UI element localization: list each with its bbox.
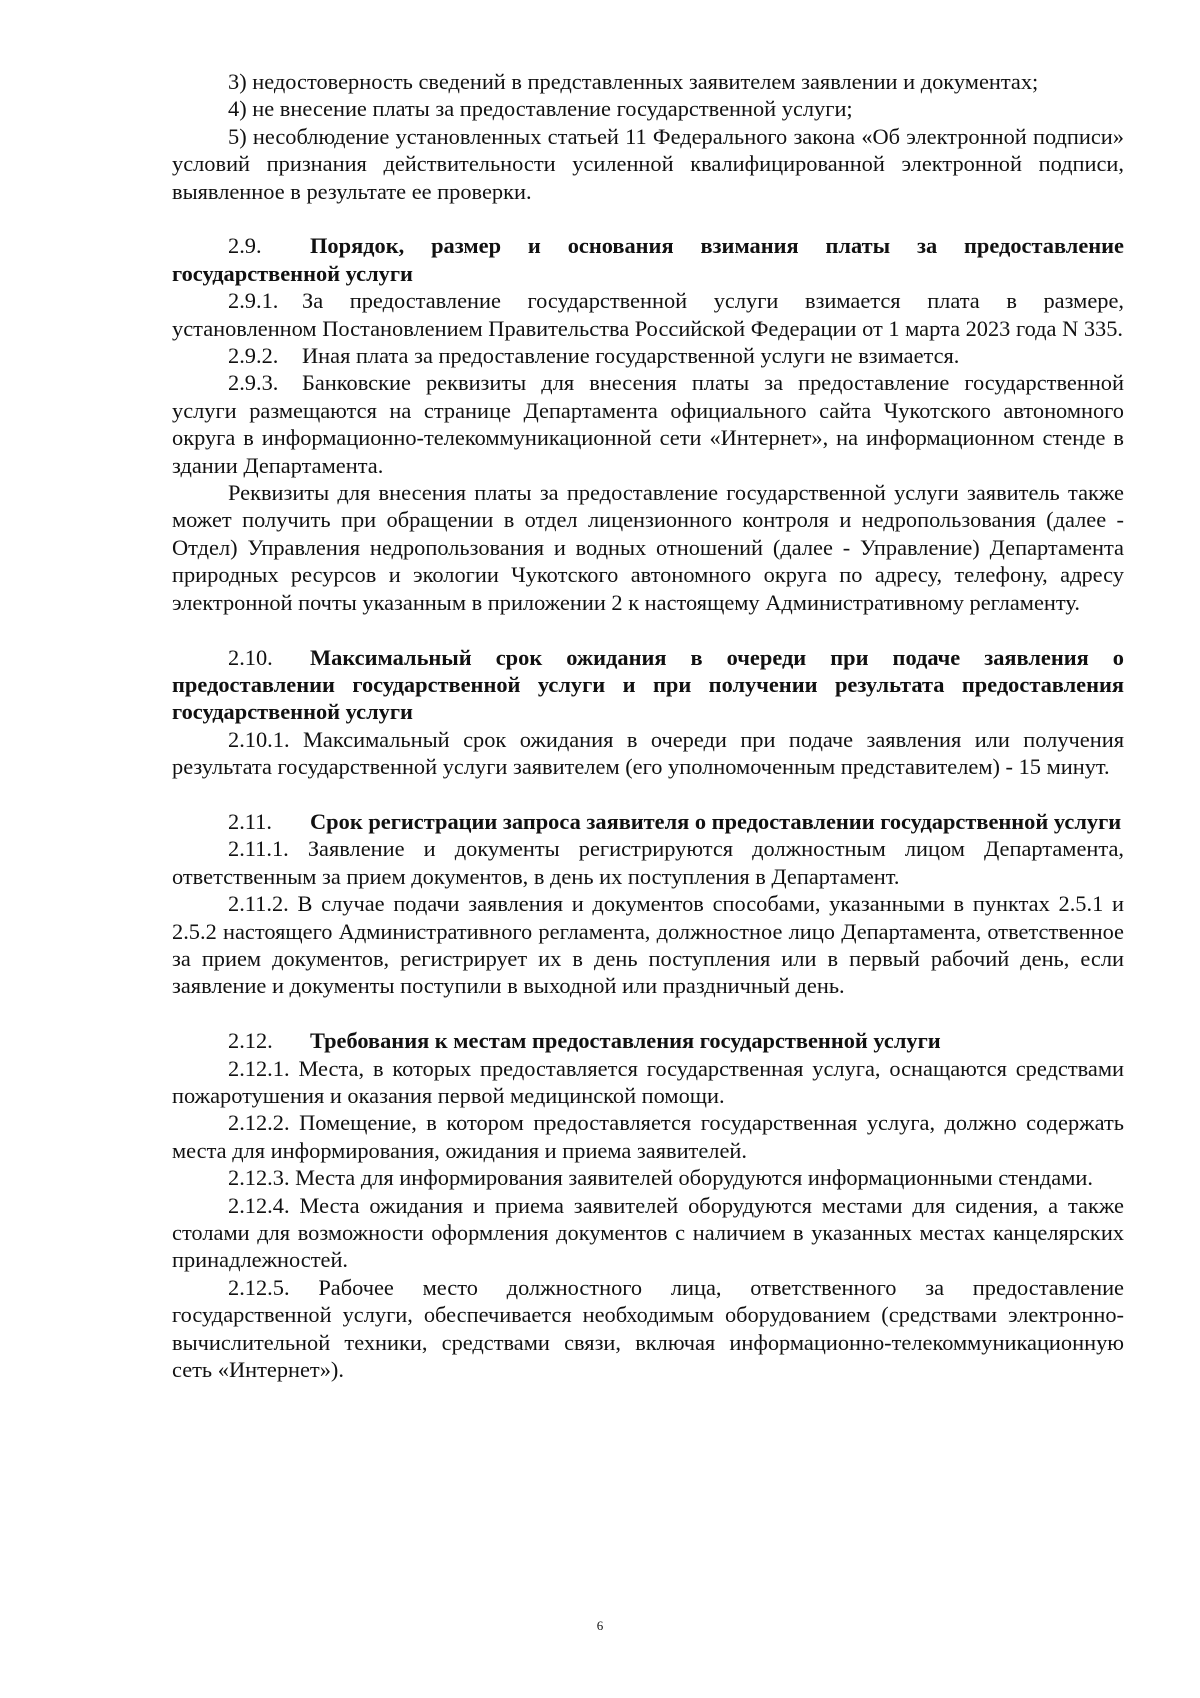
section-number: 2.12.	[228, 1028, 273, 1054]
section-number: 2.11.	[228, 808, 272, 834]
paragraph-text: Банковские реквизиты для внесения платы за предоставление государственной услуги размещаются на странице Департамента официального сайта Чукотского автономного округа в информационно-телекоммуникационной сети «Интернет», на информационном стенде в здании Департамента.	[172, 370, 1124, 478]
paragraph: 2.12.2. Помещение, в котором предоставляется государственная услуга, должно содержать места для информирования, ожидания и приема заявителей.	[172, 1110, 1124, 1163]
paragraph: 2.12.4. Места ожидания и приема заявителей оборудуются местами для сидения, а также столами для возможности оформления документов с наличием в указанных местах канцелярских принадлежностей.	[172, 1192, 1124, 1273]
list-item: 4) не внесение платы за предоставление государственной услуги;	[228, 96, 853, 122]
page-number: 6	[596, 1618, 604, 1633]
section-number: 2.9.	[228, 233, 262, 259]
paragraph: 2.11.2. В случае подачи заявления и документов способами, указанными в пунктах 2.5.1 и 2.5.2 настоящего Административного регламента, должностное лицо Департамента, ответственное за прием документов, регистрирует их в день поступления или в первый рабочий день, если заявление и документы поступили в выходной или праздничный день.	[172, 891, 1124, 999]
list-item: 3) недостоверность сведений в представленных заявителем заявлении и документах;	[228, 69, 1039, 94]
list-item: 5) несоблюдение установленных статьей 11 Федерального закона «Об электронной подписи» условий признания действительности усиленной квалифицированной электронной подписи, выявленное в результате ее проверки.	[172, 123, 1124, 204]
paragraph: 2.12.5. Рабочее место должностного лица, ответственного за предоставление государственной услуги, обеспечивается необходимым оборудованием (средствами электронно-вычислительной техники, средствами связи, включая информационно-телекоммуникационную сеть «Интернет»).	[172, 1274, 1124, 1383]
section-heading-2-10	[172, 644, 1124, 726]
spacer	[172, 1000, 1124, 1027]
paragraph	[172, 287, 1124, 342]
paragraph-number: 2.9.3.	[228, 370, 279, 396]
paragraph: Реквизиты для внесения платы за предоставление государственной услуги заявитель также может получить при обращении в отдел лицензионного контроля и недропользования (далее - Отдел) Управления недропользования и водных отношений (далее - Управление) Департамента природных ресурсов и экологии Чукотского автономного округа по адресу, телефону, адресу электронной почты указанным в приложении 2 к настоящему Административному регламенту.	[172, 480, 1124, 615]
spacer	[172, 616, 1124, 643]
paragraph	[172, 342, 1124, 369]
section-number: 2.10.	[228, 644, 273, 670]
section-heading-2-9	[172, 232, 1124, 287]
paragraph-text: За предоставление государственной услуги взимается плата в размере, установленном Постановлением Правительства Российской Федерации от 1 марта 2023 года N 335.	[172, 288, 1124, 341]
spacer	[172, 781, 1124, 808]
section-heading-2-11	[172, 808, 1124, 835]
section-title: Порядок, размер и основания взимания платы за предоставление государственной услуги	[172, 233, 1124, 286]
document-page	[172, 68, 1124, 1383]
paragraph: 2.12.3. Места для информирования заявителей оборудуются информационными стендами.	[228, 1165, 1093, 1191]
paragraph	[172, 369, 1124, 479]
paragraph: 2.12.1. Места, в которых предоставляется государственная услуга, оснащаются средствами пожаротушения и оказания первой медицинской помощи.	[172, 1055, 1124, 1108]
section-heading-2-12	[172, 1027, 1124, 1054]
paragraph: 2.11.1. Заявление и документы регистрируются должностным лицом Департамента, ответственным за прием документов, в день их поступления в Департамент.	[172, 836, 1124, 889]
section-title: Максимальный срок ожидания в очереди при подаче заявления о предоставлении государственной услуги и при получении результата предоставления государственной услуги	[172, 644, 1124, 725]
paragraph-number: 2.9.2.	[228, 343, 279, 369]
section-title: Требования к местам предоставления государственной услуги	[310, 1028, 941, 1054]
section-title: Срок регистрации запроса заявителя о предоставлении государственной услуги	[310, 808, 1122, 834]
paragraph-text: Иная плата за предоставление государственной услуги не взимается.	[302, 343, 960, 369]
paragraph: 2.10.1. Максимальный срок ожидания в очереди при подаче заявления или получения результата государственной услуги заявителем (его уполномоченным представителем) - 15 минут.	[172, 726, 1124, 780]
paragraph-number: 2.9.1.	[228, 288, 279, 314]
spacer	[172, 205, 1124, 232]
